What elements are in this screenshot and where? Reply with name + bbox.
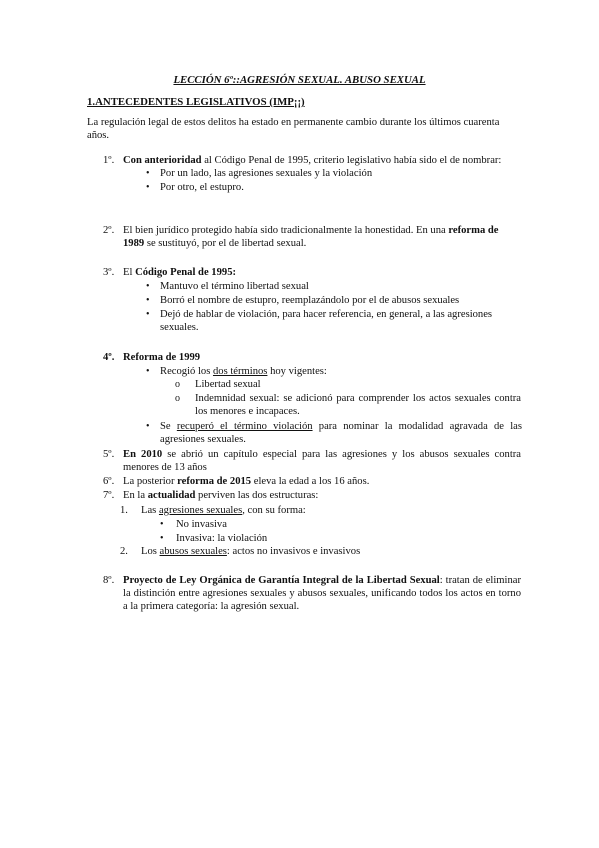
item-number: 3º. <box>103 267 115 278</box>
item-7-text-a: En la <box>123 490 148 501</box>
item-5-bold: En 2010 <box>123 449 163 460</box>
bullet-icon: • <box>146 168 150 179</box>
item-7-n1-b: , con su forma: <box>242 505 306 516</box>
item-number: 7º. <box>103 490 115 501</box>
item-8-bold: Proyecto de Ley Orgánica de Garantía Integral de la Libertad Sexual <box>123 575 440 586</box>
item-6-text-b: eleva la edad a los 16 años. <box>251 476 370 487</box>
item-2-text-a: El bien jurídico protegido había sido tradicionalmente la honestidad. En una <box>123 225 449 236</box>
lesson-title: LECCIÓN 6º::AGRESIÓN SEXUAL. ABUSO SEXUAL <box>173 74 426 86</box>
item-4-b2-underlined: recuperó el término violación <box>176 421 313 432</box>
item-7-text <box>123 489 318 502</box>
bullet-icon: • <box>146 281 150 292</box>
item-7-n1-underlined: agresiones sexuales <box>158 505 243 516</box>
item-1-text <box>123 154 523 167</box>
section-heading: 1.ANTECEDENTES LEGISLATIVOS (IMP¡¡) <box>87 96 305 108</box>
item-3-text <box>123 266 236 279</box>
list-item: Dejó de hablar de violación, para hacer referencia, en general, a las agresiones sexuales. <box>160 309 493 334</box>
list-item: Por otro, el estupro. <box>160 182 244 193</box>
item-number: 8º. <box>103 575 115 586</box>
item-4-b2-b: para nominar la modalidad agravada de las agresiones sexuales. <box>160 421 522 446</box>
item-7-n2-a: Los <box>141 546 160 557</box>
bullet-icon: • <box>146 295 150 306</box>
item-7-n2-underlined: abusos sexuales <box>159 546 227 557</box>
item-2-text <box>123 224 521 250</box>
item-number: 6º. <box>103 476 115 487</box>
list-item: Borró el nombre de estupro, reemplazándolo por el de abusos sexuales <box>160 295 460 306</box>
item-number: 2º. <box>103 225 115 236</box>
sub-list-item: Indemnidad sexual: se adicionó para comprender los actos sexuales contra los menores e incapaces. <box>195 393 521 418</box>
bullet-icon: • <box>160 533 164 544</box>
sub-bullet-icon: o <box>175 379 180 390</box>
item-6-text <box>123 475 369 488</box>
item-number: 1º. <box>103 155 115 166</box>
bullet-icon: • <box>146 366 150 377</box>
item-1-bold: Con anterioridad <box>123 155 202 166</box>
item-number: 5º. <box>103 449 115 460</box>
list-item: Invasiva: la violación <box>176 533 268 544</box>
item-7-text-b: perviven las dos estructuras: <box>195 490 319 501</box>
item-2-text-b: se sustituyó, por el de libertad sexual. <box>144 238 307 250</box>
item-4-b1-a: Recogió los <box>160 366 213 377</box>
item-4-b1-underlined: dos términos <box>212 366 268 377</box>
item-5-text <box>123 448 521 474</box>
list-item: No invasiva <box>176 519 227 530</box>
numbered-marker: 1. <box>120 505 128 516</box>
list-item <box>160 420 522 446</box>
list-item: Por un lado, las agresiones sexuales y la violación <box>160 168 373 179</box>
item-7-n2-b: : actos no invasivos e invasivos <box>226 546 361 557</box>
item-number: 4º. <box>103 352 115 363</box>
item-8-rest: : tratan de eliminar la distinción entre agresiones sexuales y abusos sexuales, unificando todos los actos en torno a la primera categoría: la agresión sexual. <box>123 575 521 613</box>
list-item <box>160 365 327 378</box>
item-4-b1-b: hoy vigentes: <box>267 366 327 377</box>
bullet-icon: • <box>146 309 150 320</box>
numbered-item <box>141 504 306 517</box>
numbered-marker: 2. <box>120 546 128 557</box>
item-2-bold: reforma de 1989 <box>123 225 499 250</box>
item-4-text <box>123 351 200 364</box>
bullet-icon: • <box>146 421 150 432</box>
item-3-text-a: El <box>123 267 136 278</box>
bullet-icon: • <box>146 182 150 193</box>
numbered-item <box>141 545 360 558</box>
item-8-text <box>123 574 521 614</box>
item-5-rest: se abrió un capítulo especial para las agresiones y los abusos sexuales contra menores de 13 años <box>123 449 522 474</box>
item-3-bold: Código Penal de 1995: <box>135 267 237 278</box>
sub-list-item: Libertad sexual <box>195 379 261 390</box>
item-1-rest: al Código Penal de 1995, criterio legislativo había sido el de nombrar: <box>201 155 502 166</box>
bullet-icon: • <box>160 519 164 530</box>
intro-paragraph: La regulación legal de estos delitos ha estado en permanente cambio durante los últimos cuarenta años. <box>87 117 500 142</box>
item-7-bold: actualidad <box>147 490 196 501</box>
list-item: Mantuvo el término libertad sexual <box>160 281 309 292</box>
sub-bullet-icon: o <box>175 393 180 404</box>
item-4-b2-a: Se <box>160 421 177 432</box>
item-4-bold: Reforma de 1999 <box>123 352 201 363</box>
item-6-text-a: La posterior <box>123 476 178 487</box>
item-6-bold: reforma de 2015 <box>177 476 252 487</box>
item-7-n1-a: Las <box>141 505 159 516</box>
